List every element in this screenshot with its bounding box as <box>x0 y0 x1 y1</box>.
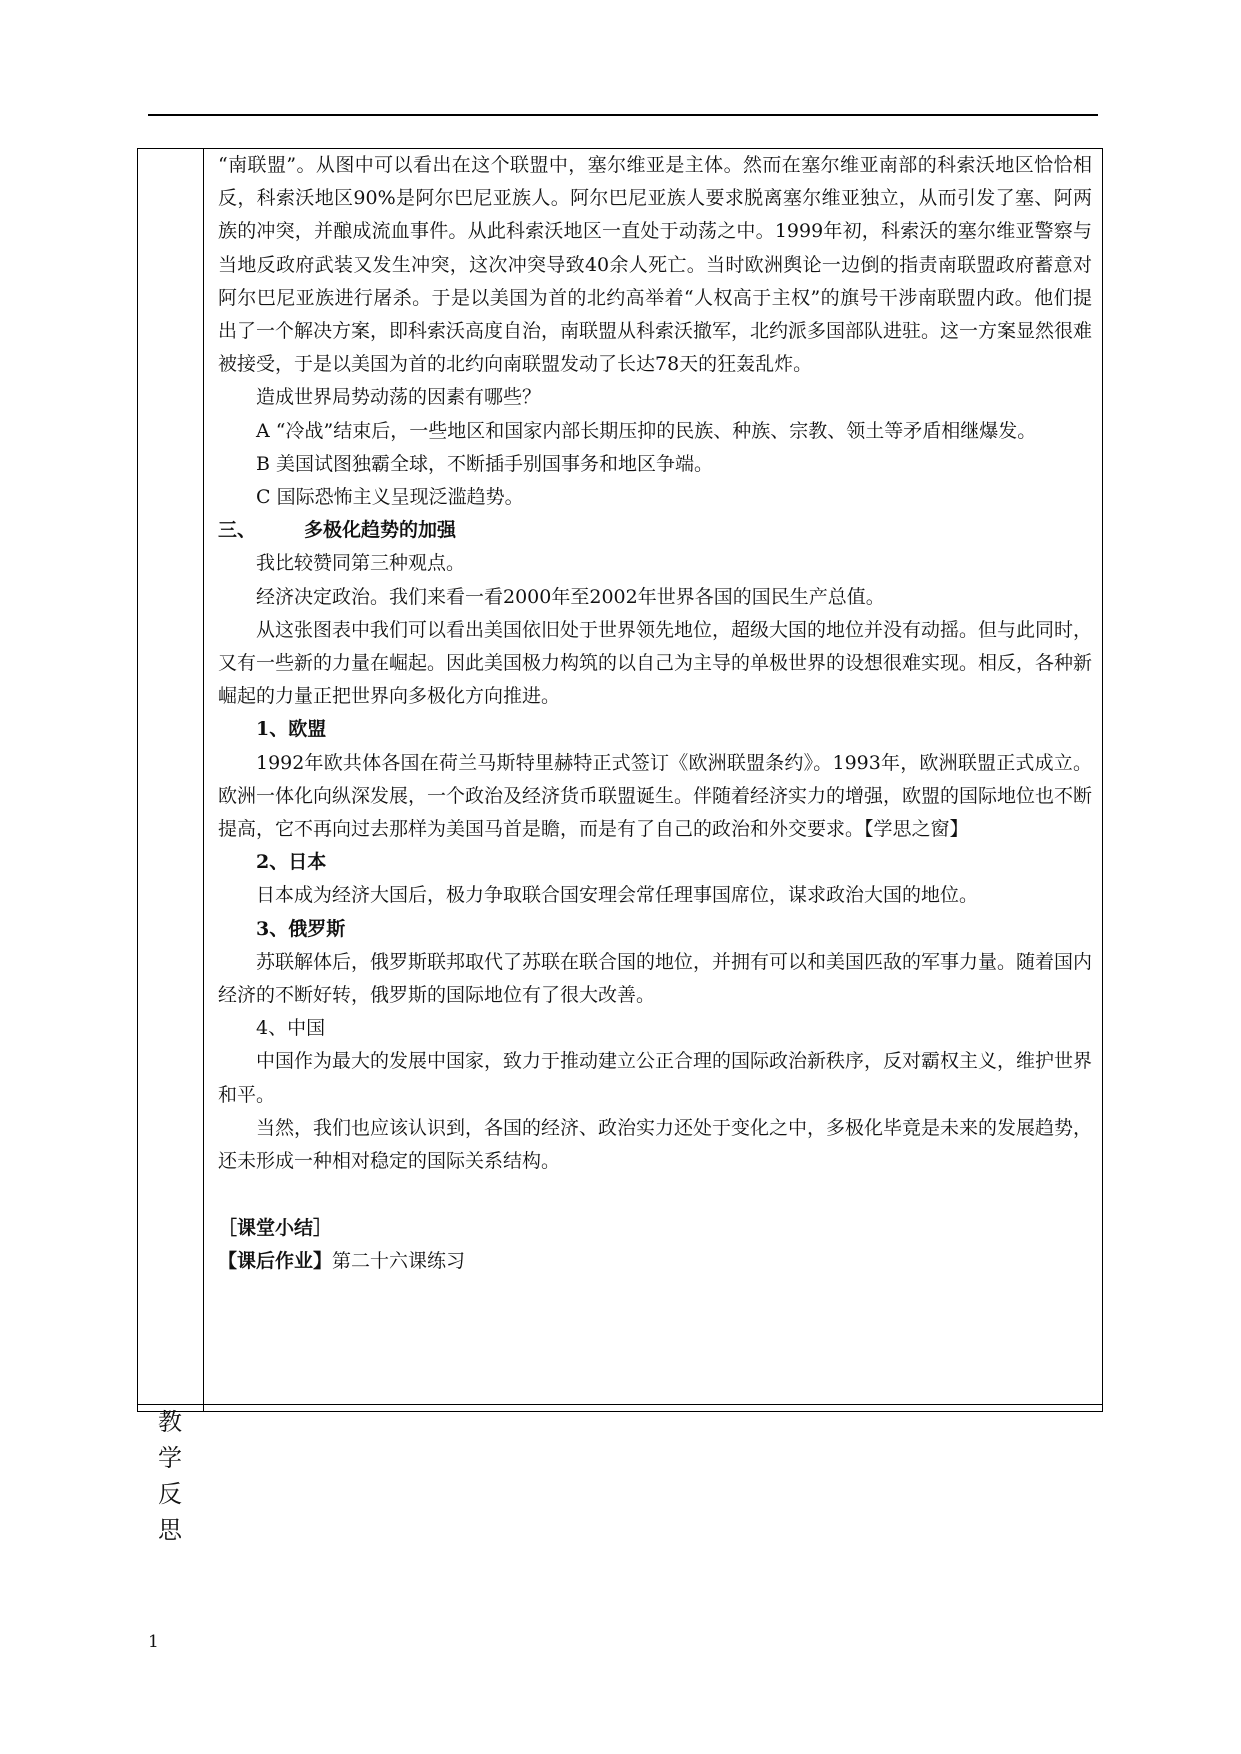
reflection-char: 反 <box>158 1480 182 1508</box>
reflection-char: 思 <box>158 1516 182 1544</box>
reflection-char: 教 <box>158 1408 182 1436</box>
table-row-divider <box>138 1404 1102 1405</box>
answer-b: B 美国试图独霸全球，不断插手别国事务和地区争端。 <box>256 452 714 475</box>
paragraph-opinion: 我比较赞同第三种观点。 <box>256 552 466 575</box>
header-rule <box>148 114 1098 116</box>
paragraph-russia: 苏联解体后，俄罗斯联邦取代了苏联在联合国的地位，并拥有可以和美国匹敌的军事力量。随着国内经济的不断好转，俄罗斯的国际地位有了很大改善。 <box>218 950 1093 1007</box>
homework-line <box>218 1245 1092 1278</box>
paragraph-kosovo: “南联盟”。从图中可以看出在这个联盟中，塞尔维亚是主体。然而在塞尔维亚南部的科索沃地区恰恰相反，科索沃地区90%是阿尔巴尼亚族人。阿尔巴尼亚族人要求脱离塞尔维亚独立，从而引发了塞、阿两族的冲突，并酿成流血事件。从此科索沃地区一直处于动荡之中。1999年初，科索沃的塞尔维亚警察与当地反政府武装又发生冲突，这次冲突导致40余人死亡。当时欧洲舆论一边倒的指责南联盟政府蓄意对阿尔巴尼亚族进行屠杀。于是以美国为首的北约高举着“人权高于主权”的旗号干涉南联盟内政。他们提出了一个解决方案，即科索沃高度自治，南联盟从科索沃撤军，北约派多国部队进驻。这一方案显然很难被接受，于是以美国为首的北约向南联盟发动了长达78天的狂轰乱炸。 <box>218 154 1093 376</box>
heading-eu: 1、欧盟 <box>256 718 327 741</box>
paragraph-economy: 经济决定政治。我们来看一看2000年至2002年世界各国的国民生产总值。 <box>256 585 885 608</box>
paragraph-conclusion: 当然，我们也应该认识到，各国的经济、政治实力还处于变化之中，多极化毕竟是未来的发展趋势，还未形成一种相对稳定的国际关系结构。 <box>218 1116 1093 1173</box>
homework-label: 【课后作业】 <box>218 1249 333 1272</box>
answer-a: A “冷战”结束后，一些地区和国家内部长期压抑的民族、种族、宗教、领土等矛盾相继爆发。 <box>256 419 1037 442</box>
paragraph-japan: 日本成为经济大国后，极力争取联合国安理会常任理事国席位，谋求政治大国的地位。 <box>256 884 979 907</box>
question-factors: 造成世界局势动荡的因素有哪些？ <box>256 386 542 409</box>
heading-japan: 2、日本 <box>256 851 327 874</box>
lesson-table <box>137 148 1103 1412</box>
blank-line <box>218 1178 1092 1211</box>
answer-c: C 国际恐怖主义呈现泛滥趋势。 <box>256 486 524 509</box>
homework-text: 第二十六课练习 <box>332 1249 466 1272</box>
lesson-content <box>218 149 1092 1278</box>
heading-russia: 3、俄罗斯 <box>256 917 346 940</box>
paragraph-chart-analysis: 从这张图表中我们可以看出美国依旧处于世界领先地位，超级大国的地位并没有动摇。但与此同时，又有一些新的力量在崛起。因此美国极力构筑的以自己为主导的单极世界的设想很难实现。相反，各种新崛起的力量正把世界向多极化方向推进。 <box>218 618 1093 708</box>
class-summary-label: ［课堂小结］ <box>218 1216 333 1239</box>
heading-china: 4、中国 <box>256 1017 326 1040</box>
reflection-char: 学 <box>158 1444 182 1472</box>
section-three-heading <box>218 514 1092 547</box>
paragraph-china: 中国作为最大的发展中国家，致力于推动建立公正合理的国际政治新秩序，反对霸权主义，维护世界和平。 <box>218 1050 1093 1106</box>
table-left-column <box>138 149 204 1411</box>
section-three-title: 多极化趋势的加强 <box>304 519 457 542</box>
page-number: 1 <box>148 1632 159 1652</box>
paragraph-eu: 1992年欧共体各国在荷兰马斯特里赫特正式签订《欧洲联盟条约》。1993年，欧洲联盟正式成立。欧洲一体化向纵深发展，一个政治及经济货币联盟诞生。伴随着经济实力的增强，欧盟的国际地位也不断提高，它不再向过去那样为美国马首是瞻，而是有了自己的政治和外交要求。【学思之窗】 <box>218 751 1093 841</box>
teaching-reflection-label <box>137 1404 203 1548</box>
section-three-number: 三、 <box>218 519 257 542</box>
